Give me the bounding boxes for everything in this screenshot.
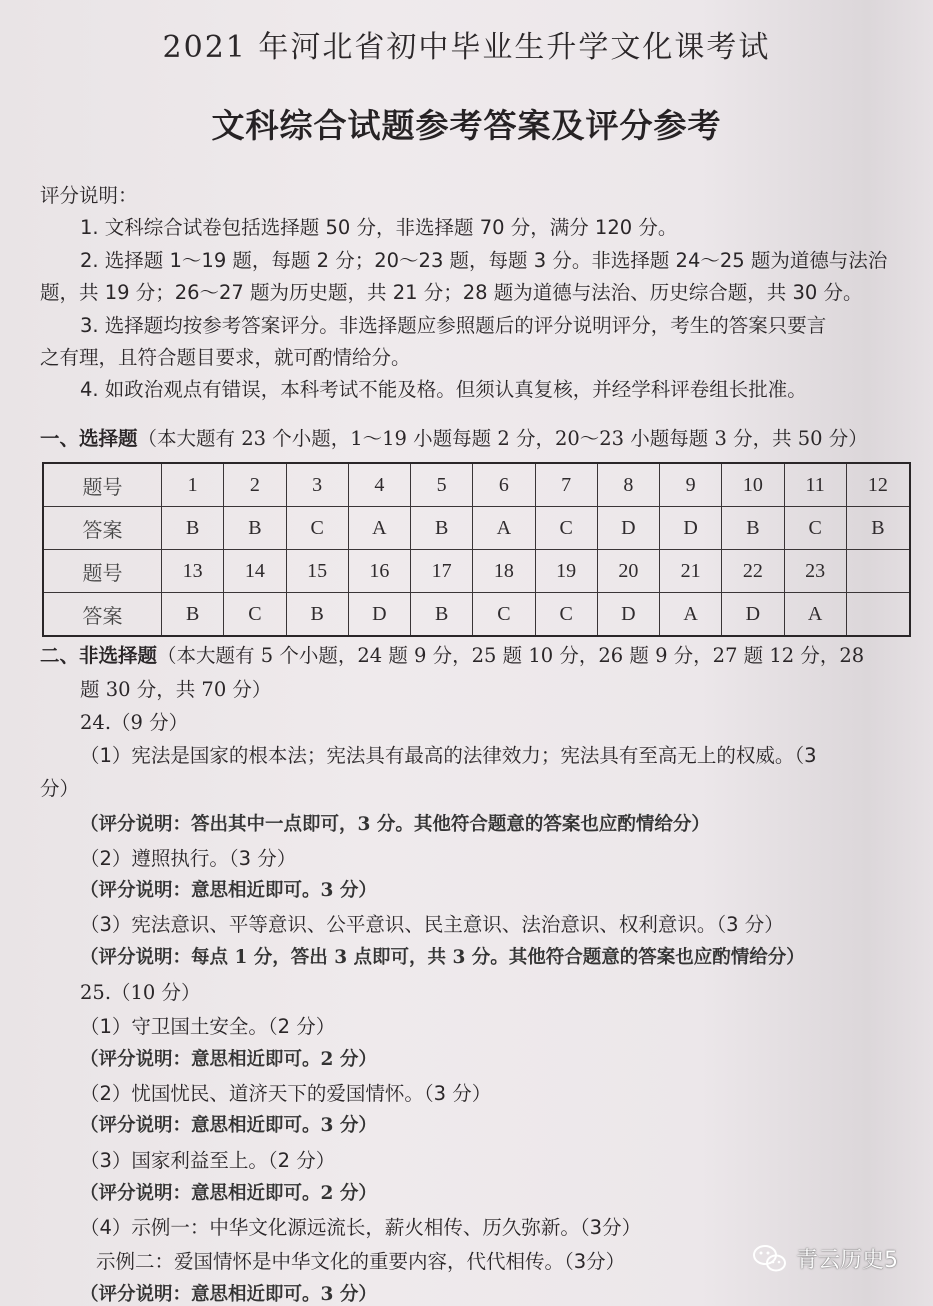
question-number: 20 [597, 550, 659, 593]
document-subtitle: 文科综合试题参考答案及评分参考 [211, 106, 722, 145]
scoring-note-2-cont: 题，共 19 分；26～27 题为历史题，共 21 分；28 题为道德与法治、历史综合题，共 30 分。 [40, 281, 863, 304]
answer-cell: B [722, 507, 784, 550]
answer-cell: C [286, 507, 348, 550]
answer-cell: C [535, 507, 597, 550]
answer-cell: A [660, 593, 722, 637]
answer-cell: B [224, 507, 286, 550]
answer-cell: B [286, 593, 348, 637]
answer-cell [846, 593, 910, 637]
question-number: 16 [348, 550, 410, 593]
question-number: 15 [286, 550, 348, 593]
answer-cell: C [224, 593, 286, 637]
question-number: 4 [348, 463, 410, 507]
row-label: 答案 [43, 507, 162, 550]
scoring-note-2: 2. 选择题 1～19 题，每题 2 分；20～23 题，每题 3 分。非选择题 24～25 题为道德与法治 [80, 249, 888, 272]
table-row-answers-1 [43, 507, 910, 550]
q25-note2: （评分说明：意思相近即可。3 分） [80, 1115, 377, 1136]
answer-cell: D [348, 593, 410, 637]
document-title: 2021 年河北省初中毕业生升学文化课考试 [162, 30, 771, 65]
q25-header: 25.（10 分） [80, 981, 201, 1004]
answer-cell: A [348, 507, 410, 550]
question-number: 14 [224, 550, 286, 593]
question-number: 2 [224, 463, 286, 507]
row-label: 题号 [43, 550, 162, 593]
question-number: 11 [784, 463, 846, 507]
question-number: 13 [162, 550, 224, 593]
answer-cell: B [162, 593, 224, 637]
q24-header: 24.（9 分） [80, 711, 189, 734]
answer-cell: B [846, 507, 910, 550]
q24-part2: （2）遵照执行。（3 分） [80, 847, 297, 870]
q24-note1: （评分说明：答出其中一点即可，3 分。其他符合题意的答案也应酌情给分） [80, 814, 710, 835]
q25-part2: （2）忧国忧民、道济天下的爱国情怀。（3 分） [80, 1082, 492, 1105]
q25-part4-example1: （4）示例一：中华文化源远流长，薪火相传、历久弥新。（3分） [80, 1216, 642, 1239]
answer-cell: A [784, 593, 846, 637]
question-number: 1 [162, 463, 224, 507]
answer-cell: B [411, 593, 473, 637]
answer-cell: C [784, 507, 846, 550]
table-row-numbers-1 [43, 463, 910, 507]
watermark-text: 青云历史5 [796, 1248, 898, 1273]
answer-cell: B [411, 507, 473, 550]
q25-note3: （评分说明：意思相近即可。2 分） [80, 1183, 377, 1204]
q24-part1: （1）宪法是国家的根本法；宪法具有最高的法律效力；宪法具有至高无上的权威。（3 [80, 744, 817, 767]
answer-cell: D [597, 507, 659, 550]
q25-part3: （3）国家利益至上。（2 分） [80, 1149, 336, 1172]
table-row-numbers-2 [43, 550, 910, 593]
table-row-answers-2 [43, 593, 910, 637]
question-number: 6 [473, 463, 535, 507]
answer-cell: D [597, 593, 659, 637]
q24-part3: （3）宪法意识、平等意识、公平意识、民主意识、法治意识、权利意识。（3 分） [80, 913, 784, 936]
watermark [752, 1243, 898, 1274]
section1-detail: （本大题有 23 个小题，1～19 小题每题 2 分，20～23 小题每题 3 分，共 50 分） [137, 427, 868, 450]
question-number: 7 [535, 463, 597, 507]
scoring-note-3-cont: 之有理，且符合题目要求，就可酌情给分。 [40, 346, 411, 369]
question-number [846, 550, 910, 593]
q24-note2: （评分说明：意思相近即可。3 分） [80, 880, 377, 901]
question-number: 5 [411, 463, 473, 507]
question-number: 12 [846, 463, 910, 507]
scoring-notes-heading: 评分说明： [40, 184, 138, 207]
answer-cell: A [473, 507, 535, 550]
scoring-note-1: 1. 文科综合试卷包括选择题 50 分，非选择题 70 分，满分 120 分。 [80, 216, 678, 239]
row-label: 答案 [43, 593, 162, 637]
q25-part1: （1）守卫国土安全。（2 分） [80, 1015, 336, 1038]
section2-heading [40, 640, 864, 668]
section2-label: 二、非选择题 [40, 644, 158, 667]
scoring-note-4: 4. 如政治观点有错误，本科考试不能及格。但须认真复核，并经学科评卷组长批准。 [80, 378, 807, 401]
answer-cell: D [660, 507, 722, 550]
q25-note4: （评分说明：意思相近即可。3 分） [80, 1284, 377, 1305]
question-number: 19 [535, 550, 597, 593]
section1-heading [40, 423, 868, 451]
answer-table [42, 462, 911, 637]
section1-label: 一、选择题 [40, 427, 138, 450]
question-number: 9 [660, 463, 722, 507]
question-number: 18 [473, 550, 535, 593]
answer-cell: C [473, 593, 535, 637]
answer-cell: D [722, 593, 784, 637]
q24-note3: （评分说明：每点 1 分，答出 3 点即可，共 3 分。其他符合题意的答案也应酌情给分） [80, 947, 805, 968]
q24-part1-cont: 分） [40, 777, 80, 800]
question-number: 3 [286, 463, 348, 507]
wechat-icon [752, 1244, 788, 1274]
scoring-note-3: 3. 选择题均按参考答案评分。非选择题应参照题后的评分说明评分，考生的答案只要言 [80, 314, 827, 337]
q25-note1: （评分说明：意思相近即可。2 分） [80, 1049, 377, 1070]
question-number: 21 [660, 550, 722, 593]
row-label: 题号 [43, 463, 162, 507]
question-number: 22 [722, 550, 784, 593]
section2-heading-cont: 题 30 分，共 70 分） [80, 678, 272, 701]
answer-cell: B [162, 507, 224, 550]
question-number: 10 [722, 463, 784, 507]
question-number: 8 [597, 463, 659, 507]
section2-detail: （本大题有 5 个小题，24 题 9 分，25 题 10 分，26 题 9 分，27 题 12 分，28 [157, 644, 865, 667]
q25-part4-example2: 示例二：爱国情怀是中华文化的重要内容，代代相传。（3分） [96, 1250, 626, 1273]
question-number: 17 [411, 550, 473, 593]
answer-cell: C [535, 593, 597, 637]
question-number: 23 [784, 550, 846, 593]
